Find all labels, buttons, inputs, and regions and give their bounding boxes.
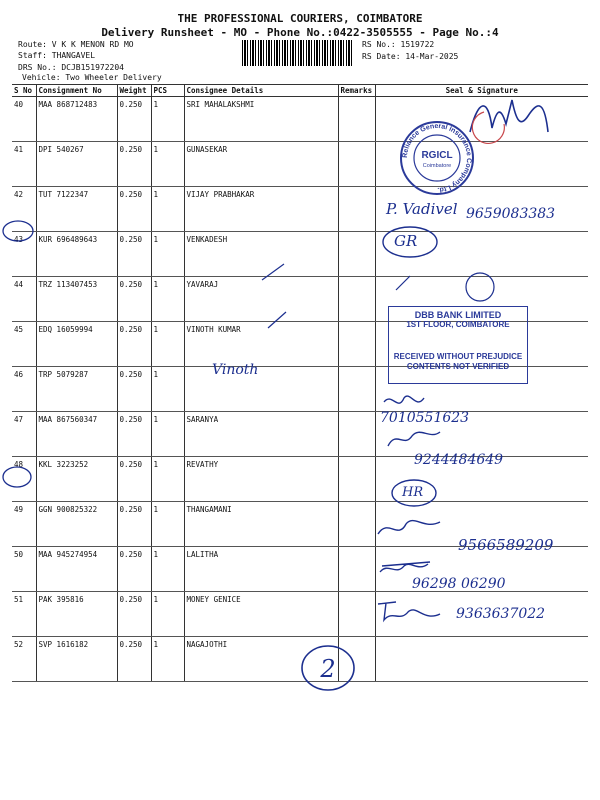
col-sno: S No [12,85,36,97]
bank-stamp-line1: DBB BANK LIMITED [414,310,502,320]
cell-sno: 42 [12,187,36,232]
cell-weight: 0.250 [117,232,151,277]
handwritten-phone-51: 96298 06290 [412,576,506,592]
cell-consignee: VINOTH KUMAR [184,322,338,367]
cell-pcs: 1 [151,547,184,592]
cell-sno: 43 [12,232,36,277]
rs-number: RS No.: 1519722 [362,40,435,49]
cell-weight: 0.250 [117,142,151,187]
bank-stamp-line3: RECEIVED WITHOUT PREJUDICE [393,352,523,361]
insurance-ring-text: Reliance General Insurance Company Ltd. [401,122,473,194]
cell-pcs: 1 [151,232,184,277]
cell-pcs: 1 [151,142,184,187]
cell-pcs: 1 [151,637,184,682]
cell-consignment: SVP 1616182 [36,637,117,682]
signature-52 [378,602,440,620]
col-consignment: Consignment No [36,85,117,97]
cell-weight: 0.250 [117,637,151,682]
cell-consignee: LALITHA [184,547,338,592]
cell-weight: 0.250 [117,457,151,502]
cell-pcs: 1 [151,322,184,367]
cell-consignment: EDQ 16059994 [36,322,117,367]
cell-sno: 44 [12,277,36,322]
cell-pcs: 1 [151,187,184,232]
cell-weight: 0.250 [117,412,151,457]
cell-weight: 0.250 [117,187,151,232]
company-title: THE PROFESSIONAL COURIERS, COIMBATORE [177,12,423,25]
cell-sno: 41 [12,142,36,187]
cell-weight: 0.250 [117,502,151,547]
cell-pcs: 1 [151,412,184,457]
col-seal: Seal & Signature [375,85,588,97]
bank-stamp-line4: CONTENTS NOT VERIFIED [406,362,510,371]
cell-pcs: 1 [151,277,184,322]
cell-sno: 46 [12,367,36,412]
cell-weight: 0.250 [117,97,151,142]
handwritten-initials-49: HR [402,485,424,500]
vehicle-info: Vehicle: Two Wheeler Delivery [22,73,162,82]
cell-pcs: 1 [151,502,184,547]
cell-consignee: SARANYA [184,412,338,457]
handwritten-phone-42: 9659083383 [466,206,556,222]
cell-pcs: 1 [151,367,184,412]
bank-stamp-line2: 1ST FLOOR, COIMBATORE [406,320,510,329]
col-remarks: Remarks [338,85,375,97]
cell-pcs: 1 [151,457,184,502]
cell-consignee: VIJAY PRABHAKAR [184,187,338,232]
cell-weight: 0.250 [117,592,151,637]
col-weight: Weight [117,85,151,97]
cell-consignee: REVATHY [184,457,338,502]
cell-consignment: MAA 867560347 [36,412,117,457]
cell-pcs: 1 [151,97,184,142]
cell-consignee: MONEY GENICE [184,592,338,637]
cell-sno: 50 [12,547,36,592]
route-info: Route: V K K MENON RD MO [18,40,134,49]
signature-50 [378,521,440,534]
runsheet-title: Delivery Runsheet - MO - Phone No.:0422-3505555 - Page No.:4 [101,26,499,39]
col-pcs: PCS [151,85,184,97]
cell-consignee: VENKADESH [184,232,338,277]
cell-sno: 52 [12,637,36,682]
cell-sno: 48 [12,457,36,502]
cell-consignment: TRP 5079287 [36,367,117,412]
cell-sno: 49 [12,502,36,547]
handwritten-phone-48: 9244484649 [414,452,504,468]
cell-consignment: TRZ 113407453 [36,277,117,322]
cell-weight: 0.250 [117,322,151,367]
rs-date: RS Date: 14-Mar-2025 [362,52,459,61]
cell-weight: 0.250 [117,277,151,322]
handwritten-name-42: P. Vadivel [386,200,458,218]
cell-consignment: PAK 395816 [36,592,117,637]
cell-consignee: SRI MAHALAKSHMI [184,97,338,142]
insurance-sub-text: Coimbatore [422,163,452,169]
handwritten-phone-50: 9566589209 [458,536,554,554]
drs-number: DRS No.: DCJB151972204 [18,63,124,72]
cell-consignment: MAA 868712483 [36,97,117,142]
cell-consignee: YAVARAJ [184,277,338,322]
cell-consignment: KKL 3223252 [36,457,117,502]
signature-48 [388,432,440,446]
cell-sno: 47 [12,412,36,457]
cell-pcs: 1 [151,592,184,637]
cell-consignment: MAA 945274954 [36,547,117,592]
col-consignee: Consignee Details [184,85,338,97]
cell-consignee: NAGAJOTHI [184,637,338,682]
page-circle-number: 2 [320,655,336,683]
handwritten-phone-47: 7010551623 [380,410,470,426]
cell-sno: 51 [12,592,36,637]
cell-consignment: TUT 7122347 [36,187,117,232]
cell-consignment: DPI 540267 [36,142,117,187]
signature-47 [384,396,424,403]
cell-weight: 0.250 [117,367,151,412]
handwritten-name-46: Vinoth [212,362,259,378]
cell-sno: 40 [12,97,36,142]
handwritten-initials-43: GR [394,232,418,250]
cell-sno: 45 [12,322,36,367]
cell-consignee: GUNASEKAR [184,142,338,187]
signature-51 [380,562,430,572]
insurance-center-text: RGICL [421,150,453,161]
handwritten-phone-52: 9363637022 [456,606,546,622]
cell-weight: 0.250 [117,547,151,592]
cell-consignee: THANGAMANI [184,502,338,547]
cell-consignment: GGN 900825322 [36,502,117,547]
staff-info: Staff: THANGAVEL [18,51,96,60]
cell-consignment: KUR 696489643 [36,232,117,277]
